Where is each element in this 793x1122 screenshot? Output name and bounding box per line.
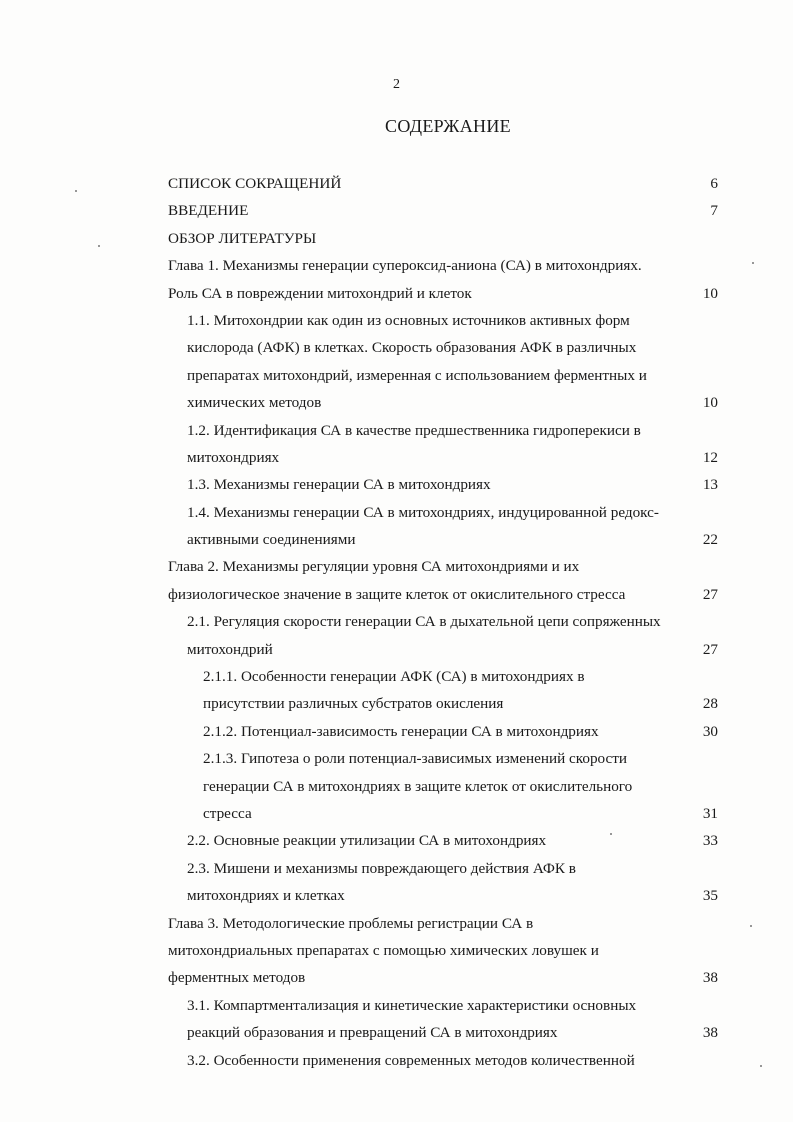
toc-entry [0,197,793,224]
toc-entry-page-number: 27 [702,640,718,658]
toc-entry-text: 1.1. Митохондрии как один из основных источников активных форм [187,311,630,329]
page-title: СОДЕРЖАНИЕ [385,116,511,136]
toc-entry [0,855,793,882]
toc-entry [0,1047,793,1074]
toc-entry-text: митохондриальных препаратах с помощью химических ловушек и [168,941,599,959]
toc-entry-text: присутствии различных субстратов окисления [203,695,504,713]
toc-entry-text: митохондриях [187,448,280,466]
toc-entry-text: стресса [203,804,252,822]
toc-entry [0,553,793,580]
toc-entry [0,718,793,745]
scan-speck [760,1065,762,1067]
toc-entry [0,608,793,635]
toc-entry-text: генерации СА в митохондриях в защите клеток от окислительного [203,777,633,795]
scan-speck [98,245,100,247]
toc-entry [0,334,793,361]
toc-entry-text: физиологическое значение в защите клеток от окислительного стресса [168,585,626,603]
toc-entry [0,307,793,334]
toc-entry-text: кислорода (АФК) в клетках. Скорость образования АФК в различных [187,339,637,357]
toc-entry-text: 2.1. Регуляция скорости генерации СА в дыхательной цепи сопряженных [187,613,661,631]
toc-entry-text: Глава 2. Механизмы регуляции уровня СА митохондриями и их [168,558,580,576]
toc-entry-text: 1.2. Идентификация СА в качестве предшественника гидроперекиси в [187,421,641,439]
toc-entry [0,444,793,471]
toc-entry-page-number: 13 [702,476,718,494]
toc-entry-page-number: 12 [702,448,718,466]
toc-entry [0,663,793,690]
scan-speck [75,190,77,192]
toc-entry [0,252,793,279]
toc-entry [0,800,793,827]
toc-entry [0,471,793,498]
toc-entry-text: 3.1. Компартментализация и кинетические характеристики основных [187,996,637,1014]
toc-entry [0,964,793,991]
toc-entry-text: 2.1.3. Гипотеза о роли потенциал-зависимых изменений скорости [203,750,628,768]
toc-entry-text: 2.2. Основные реакции утилизации СА в митохондриях [187,832,547,850]
toc-entry [0,636,793,663]
toc-entry-text: ВВЕДЕНИЕ [168,202,249,220]
toc-entry [0,910,793,937]
toc-entry [0,992,793,1019]
toc-entry-page-number: 35 [702,887,718,905]
toc-entry-text: Роль СА в повреждении митохондрий и клеток [168,284,472,302]
toc-entry [0,690,793,717]
toc-entry [0,773,793,800]
scan-speck [750,925,752,927]
toc-entry-text: ОБЗОР ЛИТЕРАТУРЫ [168,229,317,247]
toc-entry [0,362,793,389]
toc-entry [0,499,793,526]
toc-entry-text: 1.3. Механизмы генерации СА в митохондриях [187,476,491,494]
toc-entry-text: Глава 1. Механизмы генерации супероксид-аниона (СА) в митохондриях. [168,257,642,275]
toc-entry-page-number: 6 [710,175,718,192]
toc-entry-page-number: 38 [702,969,718,987]
toc-entry [0,526,793,553]
toc-entry-page-number: 28 [702,695,718,713]
toc-entry-page-number: 27 [702,585,718,603]
page-number: 2 [393,77,400,92]
toc-entry [0,1019,793,1046]
toc-entry [0,170,793,197]
toc-entry [0,827,793,854]
toc-entry-page-number: 10 [702,284,718,302]
toc-entry-page-number: 7 [710,202,718,220]
toc-entry-text: химических методов [187,394,322,412]
toc-entry-text: 3.2. Особенности применения современных методов количественной [187,1051,635,1069]
toc-entry-text: активными соединениями [187,531,356,549]
table-of-contents [0,170,793,1074]
toc-entry-text: реакций образования и превращений СА в митохондриях [187,1024,558,1042]
toc-entry-page-number: 38 [702,1024,718,1042]
scan-speck [610,833,612,835]
toc-entry [0,417,793,444]
toc-entry [0,937,793,964]
toc-entry [0,882,793,909]
toc-entry-page-number: 30 [702,722,718,740]
toc-entry [0,225,793,252]
toc-entry-text: 2.1.1. Особенности генерации АФК (СА) в митохондриях в [203,668,585,686]
toc-entry-text: препаратах митохондрий, измеренная с использованием ферментных и [187,366,647,384]
toc-entry-text: Глава 3. Методологические проблемы регистрации СА в [168,914,534,932]
toc-entry [0,280,793,307]
toc-entry-text: 1.4. Механизмы генерации СА в митохондриях, индуцированной редокс- [187,503,659,521]
toc-entry-page-number: 33 [702,832,718,850]
toc-entry-text: ферментных методов [168,969,306,987]
toc-entry [0,745,793,772]
toc-entry-text: митохондриях и клетках [187,887,345,905]
toc-entry-text: СПИСОК СОКРАЩЕНИЙ [168,175,342,192]
toc-entry [0,389,793,416]
toc-entry-text: 2.1.2. Потенциал-зависимость генерации СА в митохондриях [203,722,599,740]
toc-entry-page-number: 22 [702,531,718,549]
toc-entry [0,581,793,608]
toc-entry-text: митохондрий [187,640,273,658]
scan-speck [752,262,754,264]
toc-entry-page-number: 31 [702,804,718,822]
toc-entry-page-number: 10 [702,394,718,412]
toc-entry-text: 2.3. Мишени и механизмы повреждающего действия АФК в [187,859,576,877]
